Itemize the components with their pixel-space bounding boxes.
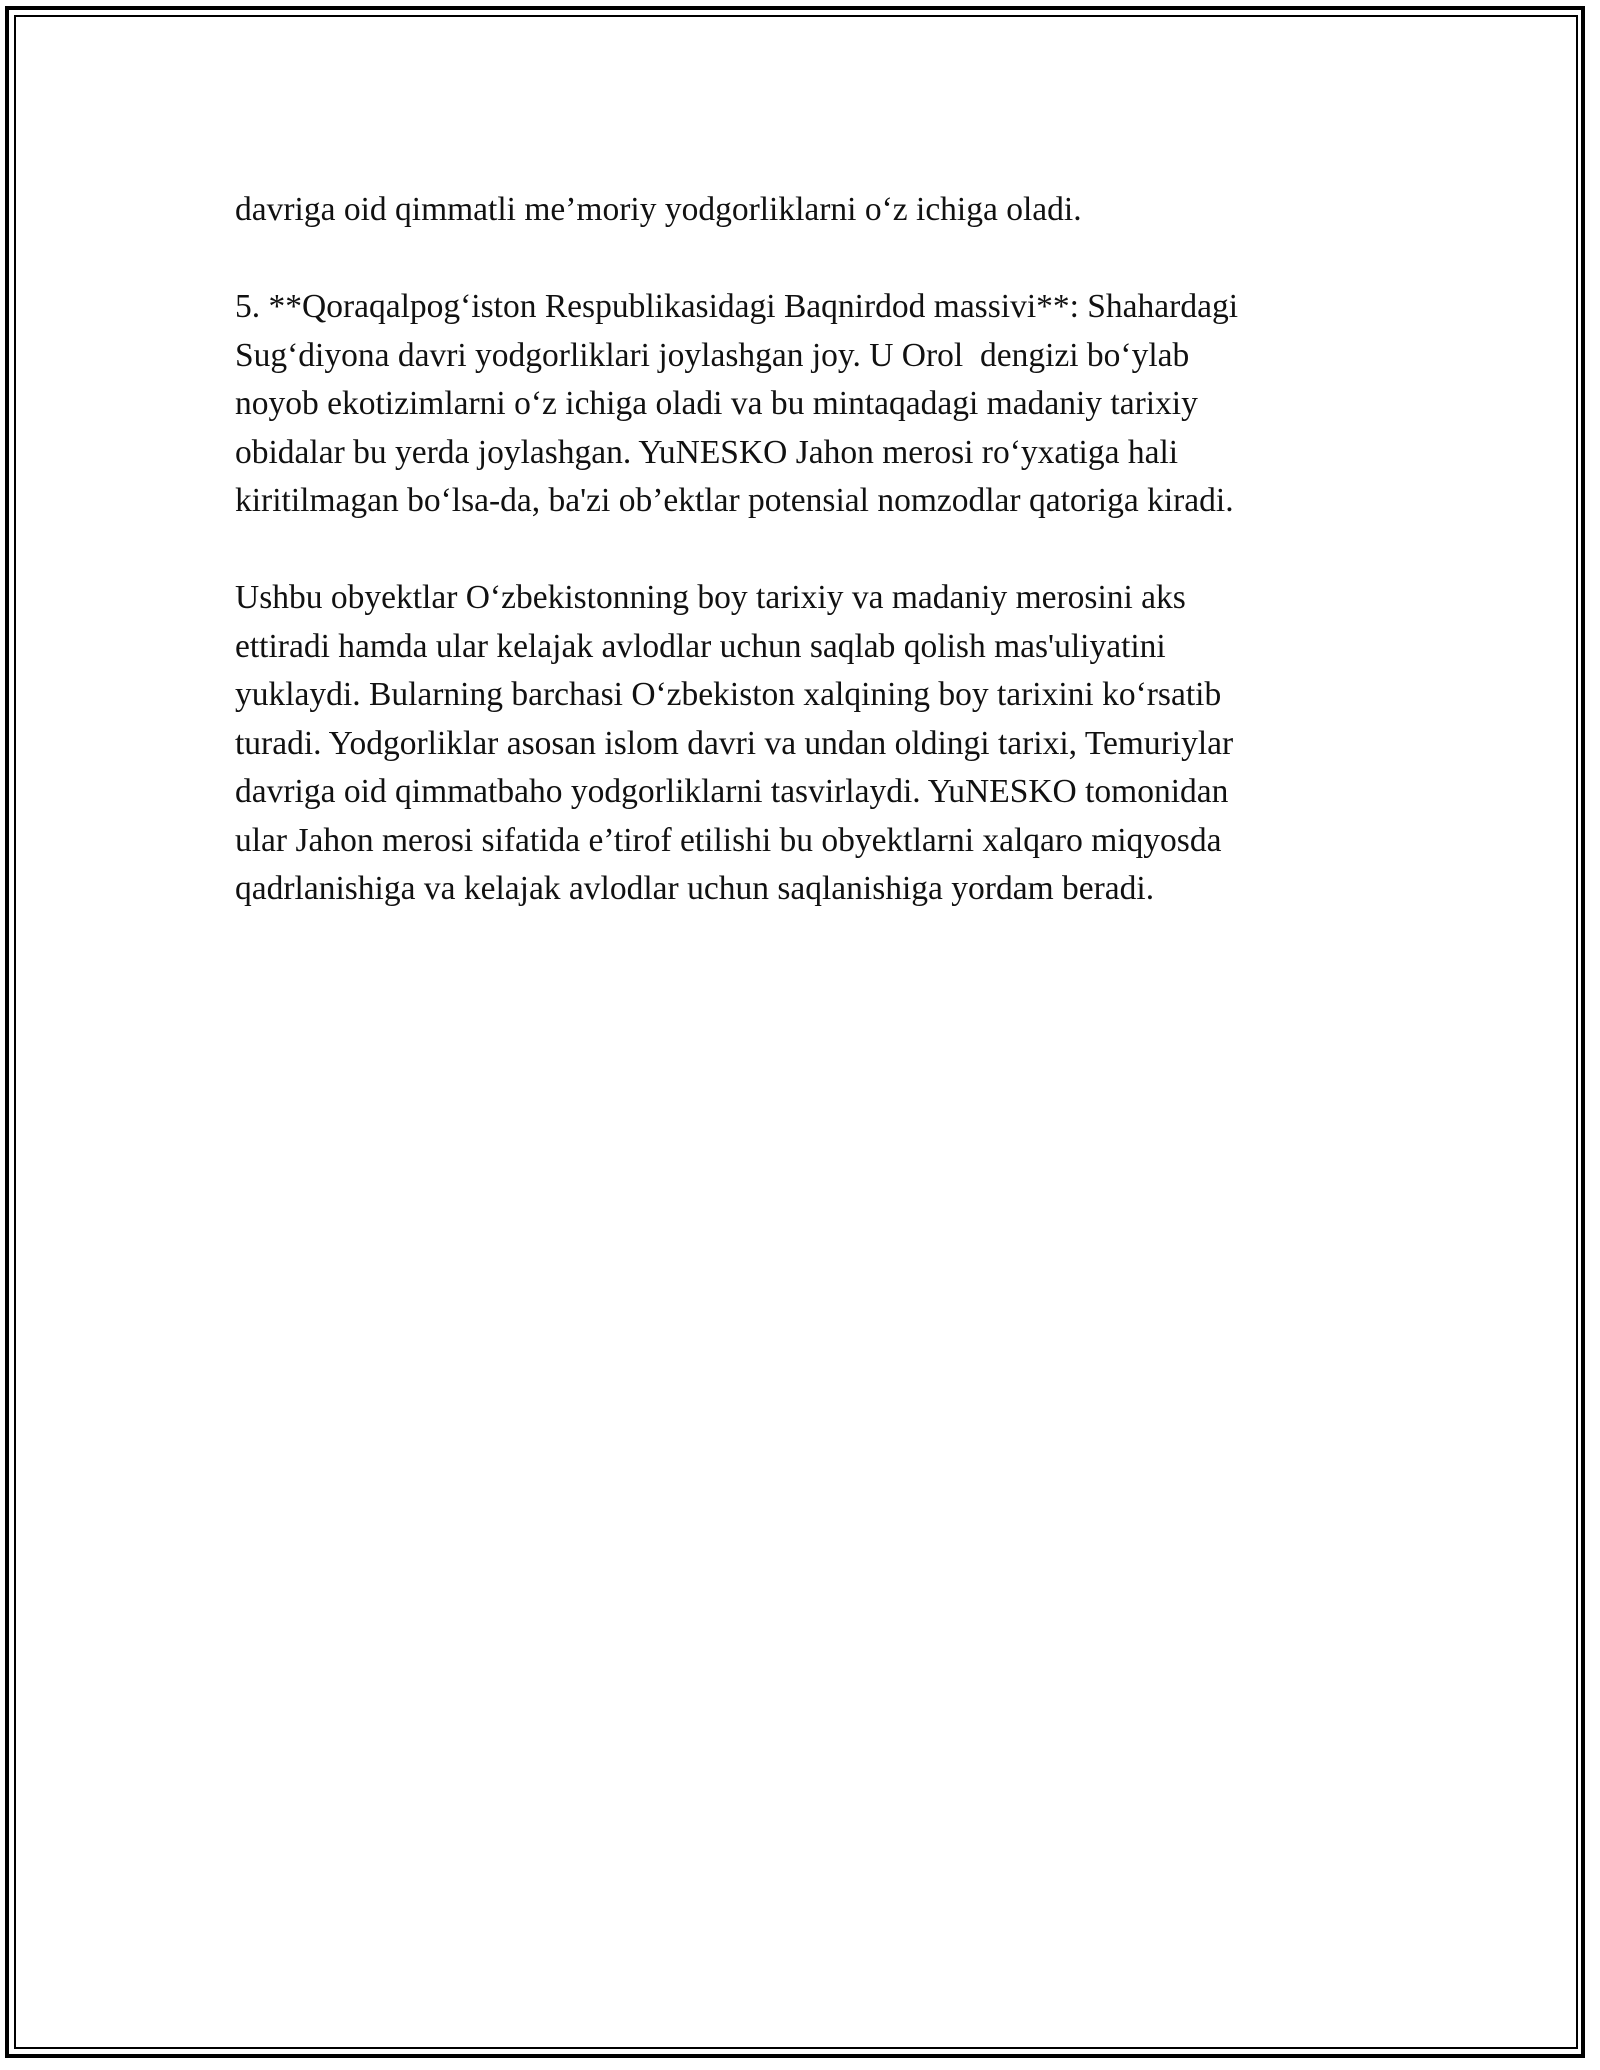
document-body [235,186,1365,962]
text-line: davriga oid qimmatbaho yodgorliklarni tasvirlaydi. YuNESKO tomonidan [235,773,1229,810]
text-line: kiritilmagan bo‘lsa-da, ba'zi ob’ektlar potensial nomzodlar qatoriga kiradi. [235,482,1234,519]
text-line: ular Jahon merosi sifatida e’tirof etilishi bu obyektlarni xalqaro miqyosda [235,821,1222,859]
text-line: Sug‘diyona davri yodgorliklari joylashgan joy. U Orol dengizi bo‘ylab [235,336,1190,374]
text-line: noyob ekotizimlarni o‘z ichiga oladi va bu mintaqadagi madaniy tarixiy [235,385,1198,422]
paragraph-item-5 [235,283,1365,526]
text-line: davriga oid qimmatli me’moriy yodgorliklarni o‘z ichiga oladi. [235,191,1082,228]
paragraph-continuation [235,186,1365,235]
text-line: 5. **Qoraqalpog‘iston Respublikasidagi Baqnirdod massivi**: Shahardagi [235,288,1239,325]
paragraph-conclusion [235,574,1365,914]
text-line: yuklaydi. Bularning barchasi O‘zbekiston xalqining boy tarixini ko‘rsatib [235,676,1222,713]
text-line: ettiradi hamda ular kelajak avlodlar uchun saqlab qolish mas'uliyatini [235,627,1166,665]
text-line: qadrlanishiga va kelajak avlodlar uchun saqlanishiga yordam beradi. [235,870,1155,907]
text-line: turadi. Yodgorliklar asosan islom davri va undan oldingi tarixi, Temuriylar [235,724,1234,762]
text-line: Ushbu obyektlar O‘zbekistonning boy tarixiy va madaniy merosini aks [235,579,1186,616]
text-line: obidalar bu yerda joylashgan. YuNESKO Jahon merosi ro‘yxatiga hali [235,433,1179,471]
